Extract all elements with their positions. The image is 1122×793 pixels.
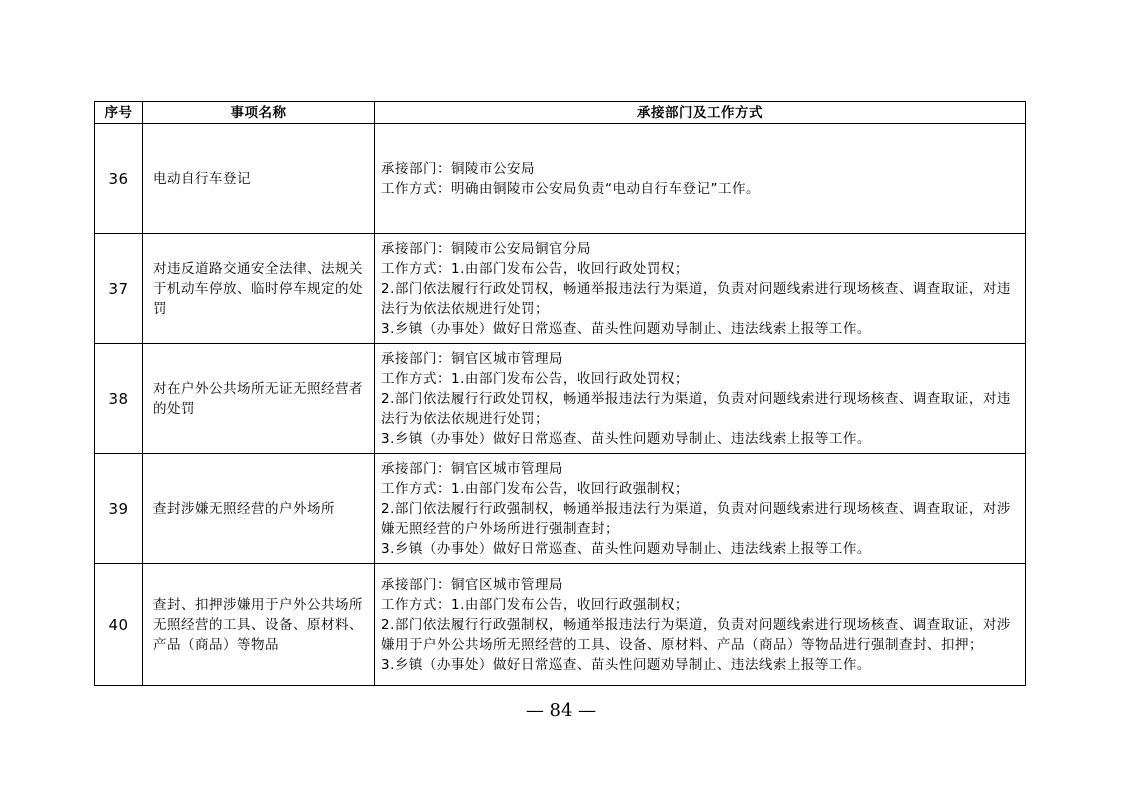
row-number: 38 <box>95 344 143 454</box>
method-line: 工作方式：明确由铜陵市公安局负责“电动自行车登记”工作。 <box>381 180 760 197</box>
method-step-2: 2.部门依法履行行政处罚权，畅通举报违法行为渠道，负责对问题线索进行现场核查、调查取证，对违法行为依法依规进行处罚； <box>381 390 1011 427</box>
method-step-3: 3.乡镇（办事处）做好日常巡查、苗头性问题劝导制止、违法线索上报等工作。 <box>381 320 871 337</box>
table-row <box>95 564 1026 686</box>
row-department-method <box>375 234 1026 344</box>
method-line: 工作方式：1.由部门发布公告，收回行政处罚权； <box>381 370 689 387</box>
method-line: 工作方式：1.由部门发布公告，收回行政强制权； <box>381 596 689 613</box>
header-department-and-method: 承接部门及工作方式 <box>375 102 1026 124</box>
row-item-name: 查封、扣押涉嫌用于户外公共场所无照经营的工具、设备、原材料、产品（商品）等物品 <box>143 564 375 686</box>
department-line: 承接部门：铜官区城市管理局 <box>381 460 563 477</box>
department-line: 承接部门：铜陵市公安局铜官分局 <box>381 240 591 257</box>
row-number: 36 <box>95 124 143 234</box>
row-department-method <box>375 564 1026 686</box>
method-line: 工作方式：1.由部门发布公告，收回行政处罚权； <box>381 260 689 277</box>
table-row <box>95 124 1026 234</box>
page-number: — 84 — <box>525 700 597 721</box>
method-step-2: 2.部门依法履行行政处罚权，畅通举报违法行为渠道，负责对问题线索进行现场核查、调查取证，对违法行为依法依规进行处罚； <box>381 280 1011 317</box>
method-line: 工作方式：1.由部门发布公告，收回行政强制权； <box>381 480 689 497</box>
items-table <box>94 101 1026 686</box>
row-item-name: 对违反道路交通安全法律、法规关于机动车停放、临时停车规定的处罚 <box>143 234 375 344</box>
row-number: 37 <box>95 234 143 344</box>
method-step-2: 2.部门依法履行行政强制权，畅通举报违法行为渠道，负责对问题线索进行现场核查、调查取证，对涉嫌无照经营的户外场所进行强制查封； <box>381 500 1011 537</box>
row-item-name: 查封涉嫌无照经营的户外场所 <box>143 454 375 564</box>
row-department-method <box>375 124 1026 234</box>
header-item-name: 事项名称 <box>143 102 375 124</box>
row-number: 40 <box>95 564 143 686</box>
row-item-name: 电动自行车登记 <box>143 124 375 234</box>
row-department-method <box>375 454 1026 564</box>
row-number: 39 <box>95 454 143 564</box>
row-item-name: 对在户外公共场所无证无照经营者的处罚 <box>143 344 375 454</box>
table-header-row <box>95 102 1026 124</box>
method-step-2: 2.部门依法履行行政强制权，畅通举报违法行为渠道，负责对问题线索进行现场核查、调查取证，对涉嫌用于户外公共场所无照经营的工具、设备、原材料、产品（商品）等物品进行强制查封、扣押； <box>381 616 1011 653</box>
department-line: 承接部门：铜陵市公安局 <box>381 160 535 177</box>
header-serial-number: 序号 <box>95 102 143 124</box>
department-line: 承接部门：铜官区城市管理局 <box>381 576 563 593</box>
method-step-3: 3.乡镇（办事处）做好日常巡查、苗头性问题劝导制止、违法线索上报等工作。 <box>381 540 871 557</box>
row-department-method <box>375 344 1026 454</box>
table-row <box>95 234 1026 344</box>
method-step-3: 3.乡镇（办事处）做好日常巡查、苗头性问题劝导制止、违法线索上报等工作。 <box>381 656 871 673</box>
department-line: 承接部门：铜官区城市管理局 <box>381 350 563 367</box>
table-row <box>95 344 1026 454</box>
table-row <box>95 454 1026 564</box>
method-step-3: 3.乡镇（办事处）做好日常巡查、苗头性问题劝导制止、违法线索上报等工作。 <box>381 430 871 447</box>
